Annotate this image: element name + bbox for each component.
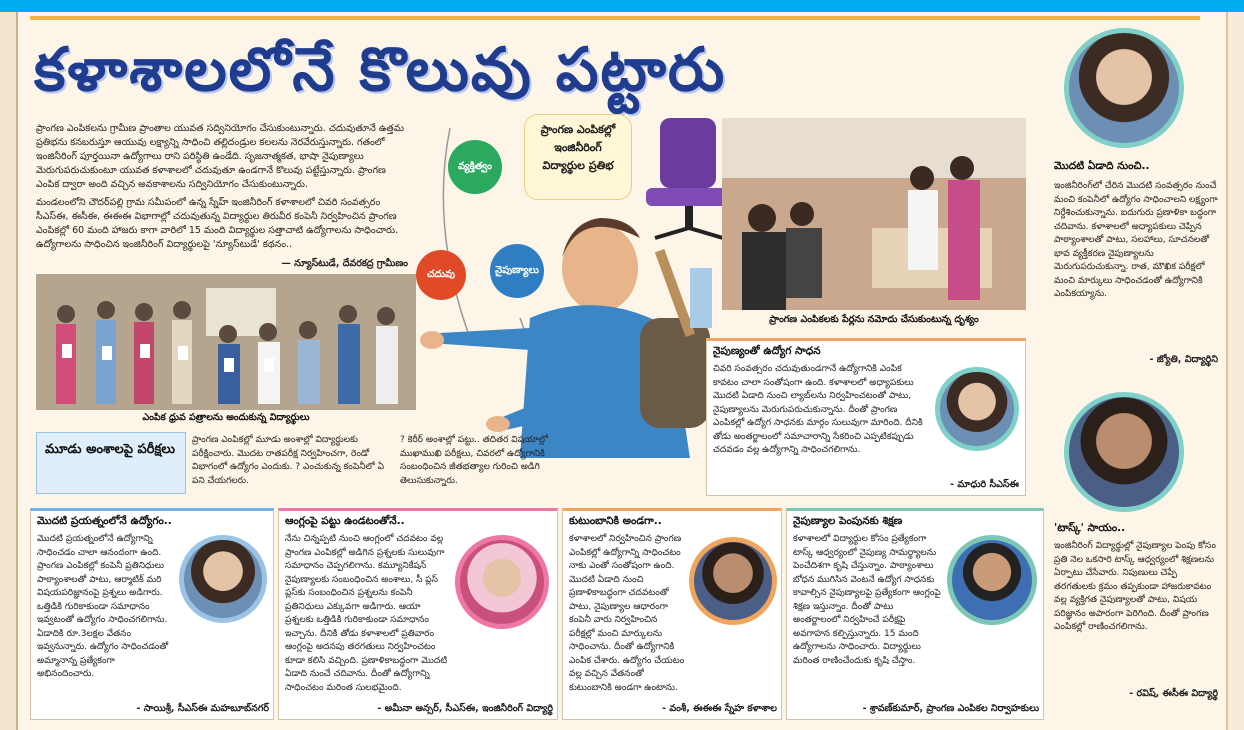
registration-photo-figures — [722, 118, 1026, 310]
bottom-story-4-byline: - శ్రావణ్‌కుమార్, ప్రాంగణ ఎంపికల నిర్వాహకులు — [862, 703, 1039, 714]
bottom-story-1-byline: - సాయిశ్రీ, సీఎస్ఈ మహబూబ్‌నగర్ — [136, 703, 269, 714]
intro-byline: — న్యూస్‌టుడే, దేవరకద్ర గ్రామీణం — [281, 258, 408, 269]
bottom-story-3 — [562, 508, 782, 720]
right-page-edge — [1226, 12, 1244, 730]
intro-paragraph-2: మండలంలోని చౌదర్‌పల్లి గ్రామ సమీపంలో ఉన్న స్నేహ్ ఇంజినీరింగ్ కళాశాలలో చివరి సంవత్సరం సీఎస్‌ఈ, ఈసీఈ, ఈఈఈ విభాగాల్లో చదువుతున్న విద్యార్థుల తిరువీర కంపెనీ నిర్వహించిన ప్రాంగణ ఎంపికల్లో 60 మంది హాజరు కాగా వారిలో 15 మంది విద్యార్థుల సత్తాచాటి ఉద్యోగాలను సాధించారు. ఉద్యోగాలను సాధించిన ఇంజినీరింగ్ విద్యార్థులపై 'న్యూస్‌టుడే' కథనం.. — [36, 197, 399, 250]
jyothi-text: ఇంజినీరింగ్‌లో చేరిన మొదటి సంవత్సరం నుంచే మంచి కంపెనీలో ఉద్యోగం సాధించాలని లక్ష్యంగా నిర్దేశించుకున్నాను. ఐదుగురు ప్రణాళికా బద్ధంగా చదివాను. కళాశాలలో అధ్యాపకులు చెప్పిన పాఠ్యాంశాలతో పాటు, సలహాలు, సూచనలతో భావ వ్యక్తీకరణ నైపుణ్యాలను మెరుగుపరుచుకున్నా. రాత, మౌఖిక పరీక్షలో మంచి మార్కులు సాధించడంతో ఉద్యోగానికి ఎంపికయ్యాను. — [1054, 181, 1218, 299]
badge-personality: వ్యక్తిత్వం — [448, 140, 502, 194]
badge-education: చదువు — [416, 250, 466, 300]
madhuri-title: నైపుణ్యంతో ఉద్యోగ సాధన — [713, 345, 821, 357]
bottom-story-4-title: నైపుణ్యాల పెంపునకు శిక్షణ — [793, 515, 903, 527]
page-headline: కళాశాలలోనే కొలువు పట్టారు — [34, 35, 727, 105]
ravish-text: ఇంజినీరింగ్ విద్యార్థుల్లో నైపుణ్యాల పెంపు కోసం ప్రతి నెల ఒకసారి టాస్క్ ఆధ్వర్యంలో శిక్షణలను ఏర్పాటు చేసేవారు. నిపుణులు చెప్పే తరగతులకు క్రమం తప్పకుండా హాజరుకావటం వల్ల వ్యక్తిగత నైపుణ్యాలతో పాటు, విషయ పరిజ్ఞానం అపారంగా పెరిగింది. దీంతో ప్రాంగణ ఎంపికల్లో రాణించగలిగాను. — [1054, 541, 1216, 632]
ravish-story — [1050, 518, 1222, 708]
badge-skills: నైపుణ్యాలు — [490, 244, 544, 298]
top-color-bar — [0, 0, 1244, 12]
bottom-story-2-title: ఆంగ్లంపై పట్టు ఉండటంతోనే.. — [285, 515, 405, 527]
left-page-edge — [0, 12, 18, 730]
bottom-story-2-byline: - అమీనా అన్సర్, సీఎస్ఈ, ఇంజినీరింగ్ విద్యార్థి — [377, 703, 553, 714]
ravish-byline: - రవిష్, ఈసీఈ విద్యార్థి — [1129, 688, 1218, 699]
group-photo-figures — [36, 274, 416, 410]
madhuri-byline: - మాధురి సీఎస్ఈ — [950, 479, 1019, 490]
group-photo-caption: ఎంపిక ధ్రువ పత్రాలను అందుకున్న విద్యార్థులు — [142, 412, 310, 423]
bottom-story-2 — [278, 508, 558, 720]
bottom-story-3-text: కళాశాలలో నిర్వహించిన ప్రాంగణ ఎంపికల్లో ఉద్యోగాన్ని సాధించటం నాకు ఎంతో సంతోషంగా ఉంది. మొదటి ఏడాది నుంచి ప్రణాళికాబద్ధంగా చదవటంతో పాటు, నైపుణ్యాల ఆధారంగా కంపెనీ వారు నిర్వహించిన పరీక్షల్లో మంచి మార్కులను సాధించాను. దీంతో ఉద్యోగానికి ఎంపిక చేశారు. ఉద్యోగం చేయటం వల్ల వచ్చిన వేతనంతో కుటుంబానికి అండగా ఉంటాను. — [569, 534, 685, 693]
saisri-photo — [179, 535, 267, 623]
intro-paragraph-1: ప్రాంగణ ఎంపికలను గ్రామీణ ప్రాంతాల యువత సద్వినియోగం చేసుకుంటున్నారు. చదువుతూనే ఉత్తమ ప్రతిభను కనబరుస్తూ ఆయువు లక్ష్యాన్ని సాధించి తల్లిదండ్రుల కలలను నెరవేరుస్తున్నారు. గతంలో ఇంజినీరింగ్ పూర్తయినా ఉద్యోగాలు రాని పరిస్థితి ఉండేది. సృజనాత్మకత, భాషా నైపుణ్యాలు మెరుగుపరుచుకుంటూ యువత కళాశాలలో చదువుతూ ఉండగానే కొలువు పట్టేస్తున్నారు. ప్రాంగణ ఎంపిక ద్వారా అంది వచ్చిన అవకాశాలను సద్వినియోగం చేసుకుంటున్నారు. — [36, 123, 404, 190]
registration-photo-caption: ప్రాంగణ ఎంపికలకు పేర్లను నమోదు చేసుకుంటున్న దృశ్యం — [769, 314, 979, 325]
vamshi-photo — [689, 537, 777, 625]
jyothi-photo — [1064, 28, 1184, 148]
madhuri-text: చివరి సంవత్సరం చదువుతుండగానే ఉద్యోగానికి ఎంపిక కావటం చాలా సంతోషంగా ఉంది. కళాశాలలో అధ్యాపకులు మొదటి ఏడాది నుంచి ల్యాబ్‌లను నిర్వహించటంతో పాటు, నైపుణ్యాలను మెరుగుపరుచుకున్నాను. దీంతో ప్రాంగణ ఎంపికల్లో ఉద్యోగ సాధనకు మార్గం సులువుగా మారింది. దీనికి తోడు అంతర్జాలంలో సమాచారాన్ని సేకరించి ఎప్పటికప్పుడు చదవడం వల్ల ఉద్యోగాన్ని సాధించగలిగాను. — [713, 364, 923, 455]
three-factors-col1: ప్రాంగణ ఎంపికల్లో మూడు అంశాల్లో విద్యార్థులకు పరీక్షించారు. మొదట రాతపరీక్ష నిర్వహించగా, రెండో విభాగంలో ఉద్యోగం ఎందుకు. ? ఎంచుకున్న కంపెనీలో ఏ పని చేయగలరు. — [192, 435, 385, 486]
jyothi-story — [1050, 156, 1222, 376]
ravish-title: 'టాస్క్' సాయం.. — [1054, 522, 1126, 534]
bottom-story-4-text: కళాశాలలో విద్యార్థుల కోసం ప్రత్యేకంగా టాస్క్ ఆధ్వర్యంలో నైపుణ్య సామర్థ్యాలను పెంచేదిశగా కృషి చేస్తున్నాం. పాఠ్యాంశాలు బోధన ముగిసిన వెంటనే ఉద్యోగ సాధనకు కావాల్సిన నైపుణ్యాలపై ప్రత్యేకంగా ఆంగ్లంపై శిక్షణ ఇస్తున్నాం. దీంతో పాటు అంతర్జాలంలో నిర్వహించే పరీక్షపై అవగాహన కల్పిస్తున్నారు. 15 మంది ఉద్యోగాలను సాధించారు. విద్యార్థులు మరింత రాణించేందుకు కృషి చేస్తాం. — [793, 534, 941, 666]
ravish-photo — [1064, 392, 1184, 512]
bottom-story-4 — [786, 508, 1044, 720]
sravan-photo — [947, 535, 1037, 625]
amina-photo — [455, 535, 549, 629]
three-factors-col2: ? కెరీర్ అంశాల్లో పట్టు.. తదితర విషయాల్లో ముఖాముఖి పరీక్షలు, చివరలో ఉద్యోగానికి సంబంధించిన జీతభత్యాల గురించి అడిగి తెలుసుకున్నారు. — [400, 435, 548, 486]
jyothi-byline: - జ్యోతి, విద్యార్థిని — [1149, 354, 1218, 365]
madhuri-photo — [935, 367, 1019, 451]
bottom-story-1 — [30, 508, 274, 720]
bottom-story-1-text-a: మొదటి ప్రయత్నంలోనే ఉద్యోగాన్ని సాధించడం చాలా ఆనందంగా ఉంది. ప్రాంగణ ఎంపికల్లో కంపెనీ ప్రతినిధులు పాఠ్యాంశాలతో పాటు, ఆర్మాటిక్ మరి విషయపరిజ్ఞానంపై ప్రశ్నలు అడిగారు. ఒత్తిడికి గురికాకుండా సమాధానం ఇవ్వటంతో ఉద్యోగం సాధించగలిగాను. ఏడాదికి రూ.3లక్షల వేతనం ఇవ్వనున్నారు. ఉద్యోగం సాధించడంతో అమ్మానాన్న ప్రత్యేకంగా అభినందించారు. — [37, 534, 169, 679]
jyothi-title: మొదటి ఏడాది నుంచి.. — [1054, 160, 1150, 172]
madhuri-story — [706, 338, 1026, 496]
bottom-story-3-title: కుటుంబానికి అండగా.. — [569, 515, 662, 527]
group-photo — [36, 274, 416, 410]
bottom-story-2-text: నేను చిన్నప్పటి నుంచి ఆంగ్లంలో చదవటం వల్ల ప్రాంగణ ఎంపికల్లో అడిగిన ప్రశ్నలకు సులువుగా సమాధానం చెప్పగలిగాను. కమ్యూనికేషన్ నైపుణ్యాలకు సంబంధించిన అంశాలు, సీ ప్లస్ ప్లస్‌కు సంబంధించిన ప్రశ్నలను కంపెనీ ప్రతినిధులు ఎక్కువగా అడిగారు. ఆయా ప్రశ్నలకు ఒత్తిడికి గురికాకుండా సమాధానం ఇచ్చాను. దీనికి తోడు కళాశాలలో ప్రతివారం ఆంగ్లంపై అదనపు తరగతులు నిర్వహించటం కూడా కలిసి వచ్చింది. ప్రణాళికాబద్ధంగా మొదటి ఏడాది నుంచే చదివాను. దీంతో ఉద్యోగాన్ని సాధించటం మరింత సులభమైంది. — [285, 534, 448, 693]
registration-photo — [722, 118, 1026, 310]
bottom-story-3-byline: - వంశీ, ఈఈఈ స్నేహ కళాశాల — [662, 703, 777, 714]
chair-icon — [646, 118, 732, 238]
top-stripe — [30, 16, 1200, 20]
three-factors-title-box — [36, 432, 186, 494]
three-factors-title: మూడు అంశాలపై పరీక్షలు — [45, 442, 175, 457]
bottom-story-1-title: మొదటి ప్రయత్నంలోనే ఉద్యోగం.. — [37, 515, 172, 527]
talent-callout: ప్రాంగణ ఎంపికల్లో ఇంజినీరింగ్ విద్యార్థుల ప్రతిభ — [524, 114, 632, 200]
